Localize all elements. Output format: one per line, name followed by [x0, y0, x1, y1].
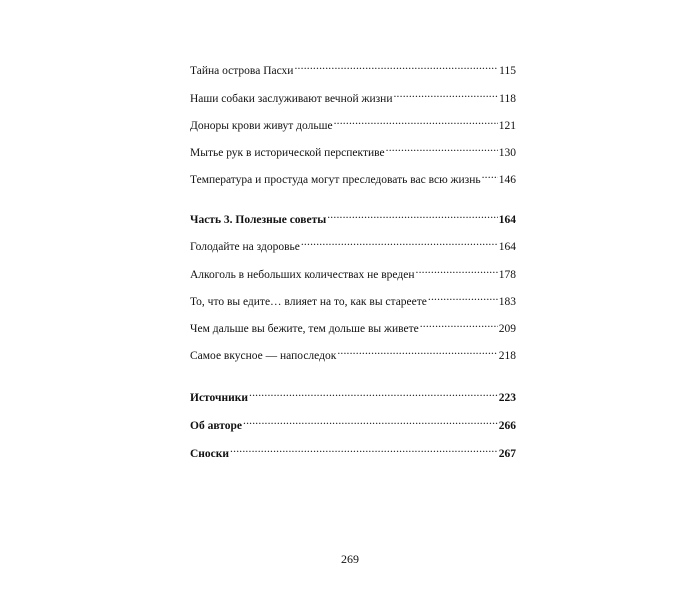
- toc-entry-title: Сноски: [190, 448, 230, 460]
- toc-entry-page: 164: [498, 214, 516, 226]
- toc-entry-page: 183: [498, 296, 516, 308]
- dot-leader: [229, 443, 499, 457]
- toc-entry: [190, 236, 516, 254]
- dot-leader: [242, 415, 499, 429]
- dot-leader: [392, 88, 499, 102]
- toc-entry: [190, 60, 516, 78]
- toc-entry-title: Температура и простуда могут преследовать вас всю жизнь: [190, 174, 481, 186]
- toc-entry: [190, 318, 516, 336]
- toc-entry: [190, 264, 516, 282]
- toc-entry: [190, 88, 516, 106]
- toc-entry-page: 164: [498, 241, 516, 253]
- dot-leader: [326, 209, 499, 223]
- toc-entry-title: Доноры крови живут дольше: [190, 120, 333, 132]
- toc-entry-title: Об авторе: [190, 420, 242, 432]
- dot-leader: [333, 115, 499, 129]
- toc-entry-footnotes: [190, 443, 516, 461]
- dot-leader: [481, 169, 499, 183]
- toc-entry: [190, 345, 516, 363]
- toc-entry-page: 209: [498, 323, 516, 335]
- toc-entry: [190, 115, 516, 133]
- dot-leader: [415, 264, 499, 278]
- toc-entry-part-heading: [190, 209, 516, 227]
- dot-leader: [419, 318, 499, 332]
- toc-entry-page: 130: [498, 147, 516, 159]
- toc-entry-page: 218: [498, 350, 516, 362]
- toc-entry-title: Тайна острова Пасхи: [190, 65, 294, 77]
- dot-leader: [385, 142, 499, 156]
- toc-entry-page: 178: [498, 269, 516, 281]
- toc-entry-about-author: [190, 415, 516, 433]
- page-number: 269: [341, 552, 359, 566]
- toc-entry-title: Чем дальше вы бежите, тем дольше вы живете: [190, 323, 419, 335]
- toc-entry-sources: [190, 387, 516, 405]
- dot-leader: [336, 345, 498, 359]
- toc-entry-page: 146: [498, 174, 516, 186]
- dot-leader: [427, 291, 499, 305]
- toc-entry-title: Часть 3. Полезные советы: [190, 214, 327, 226]
- toc-entry-page: 267: [498, 448, 516, 460]
- toc-entry: [190, 142, 516, 160]
- toc-entry: [190, 291, 516, 309]
- toc-entry: [190, 169, 516, 187]
- dot-leader: [293, 60, 499, 74]
- toc-entry-title: Наши собаки заслуживают вечной жизни: [190, 93, 393, 105]
- dot-leader: [248, 387, 499, 401]
- toc-entry-title: Самое вкусное — напоследок: [190, 350, 337, 362]
- toc-entry-page: 266: [498, 420, 516, 432]
- toc-entry-page: 115: [499, 65, 516, 77]
- toc-entry-title: Голодайте на здоровье: [190, 241, 300, 253]
- toc-entry-title: То, что вы едите… влияет на то, как вы стареете: [190, 296, 427, 308]
- toc-entry-title: Мытье рук в исторической перспективе: [190, 147, 385, 159]
- dot-leader: [300, 236, 499, 250]
- toc-entry-page: 118: [499, 93, 516, 105]
- toc-entry-title: Алкоголь в небольших количествах не вреден: [190, 269, 415, 281]
- toc-entry-page: 223: [498, 392, 516, 404]
- toc-entry-title: Источники: [190, 392, 248, 404]
- toc-entry-page: 121: [498, 120, 516, 132]
